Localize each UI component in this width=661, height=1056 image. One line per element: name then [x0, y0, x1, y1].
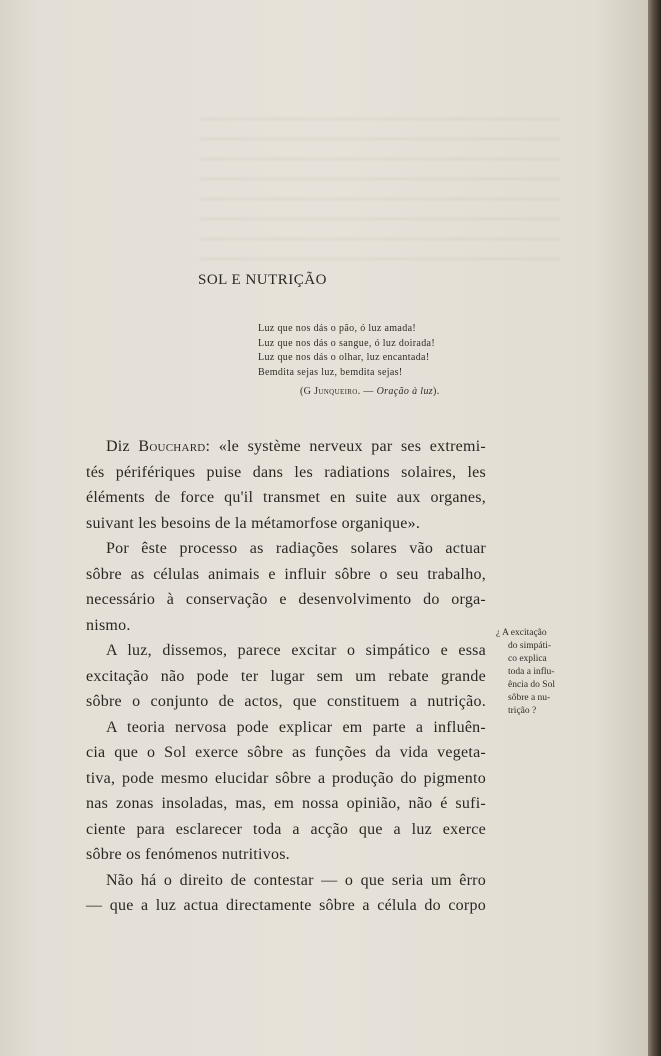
body-line: excitação não pode ter lugar sem um rebate grande — [86, 667, 486, 685]
body-line: sôbre os fenómenos nutritivos. — [86, 846, 290, 863]
body-line: nas zonas insoladas, mas, em nossa opinião, não é sufi- — [86, 795, 486, 812]
body-line: A teoria nervosa pode explicar em parte a influên- — [106, 718, 486, 736]
marginal-note — [496, 627, 572, 718]
marginal-line: sôbre a nu- — [508, 693, 551, 703]
body-line — [86, 434, 486, 460]
attribution-open: (G — [300, 386, 315, 397]
body-line: Por êste processo as radiações solares vão actuar — [106, 540, 486, 557]
marginal-line: trição ? — [508, 706, 537, 716]
body-line: tiva, pode mesmo elucidar sôbre a produção do pigmento — [86, 769, 486, 787]
marginal-line: toda a influ- — [508, 667, 555, 677]
show-through-text — [200, 100, 560, 260]
attribution-author: Junqueiro — [314, 386, 358, 397]
epigraph-line: Luz que nos dás o olhar, luz encantada! — [258, 352, 430, 363]
body-line: ciente para esclarecer toda a acção que a luz exerce — [86, 820, 486, 838]
body-line: — que a luz actua directamente sôbre a célula do corpo — [86, 897, 486, 914]
body-line: sôbre as células animais e influir sôbre o seu trabalho, — [86, 565, 486, 583]
body-line: éléments de force qu'il transmet en suite aux organes, — [86, 489, 486, 506]
marginal-line: ência do Sol — [508, 680, 555, 690]
marginal-line: co explica — [508, 654, 547, 664]
epigraph-line: Luz que nos dás o sangue, ó luz doirada! — [258, 337, 436, 349]
body-line: A luz, dissemos, parece excitar o simpático e essa — [106, 642, 486, 659]
body-line-author: Bouchard — [138, 438, 206, 455]
body-line: tés périfériques puise dans les radiations solaires, les — [86, 463, 486, 481]
epigraph — [258, 322, 440, 400]
body-line: suivant les besoins de la métamorfose organique». — [86, 514, 421, 532]
body-line-post: : «le système nerveux par ses extremi- — [205, 438, 487, 455]
body-text — [86, 434, 486, 919]
attribution-work: Oração à luz — [376, 386, 434, 397]
body-line: necessário à conservação e desenvolvimento do orga- — [86, 591, 486, 608]
body-line: Não há o direito de contestar — o que seria um êrro — [106, 871, 486, 889]
chapter-title: SOL E NUTRIÇÃO — [198, 272, 327, 288]
body-line: nismo. — [86, 616, 131, 634]
epigraph-line: Luz que nos dás o pão, ó luz amada! — [258, 323, 417, 334]
binding-shadow — [648, 0, 661, 1056]
body-line-pre: Diz — [106, 438, 139, 455]
marginal-line: do simpáti- — [508, 641, 552, 651]
body-line: sôbre o conjunto de actos, que constituem a nutrição. — [86, 693, 486, 710]
attribution-dash: . — — [357, 386, 377, 397]
epigraph-attribution — [300, 385, 440, 400]
attribution-close: ). — [433, 386, 440, 397]
epigraph-line: Bemdita sejas luz, bemdita sejas! — [258, 366, 403, 378]
marginal-line: ¿ A excitação — [496, 628, 547, 638]
body-line: cia que o Sol exerce sôbre as funções da vida vegeta- — [86, 744, 486, 761]
